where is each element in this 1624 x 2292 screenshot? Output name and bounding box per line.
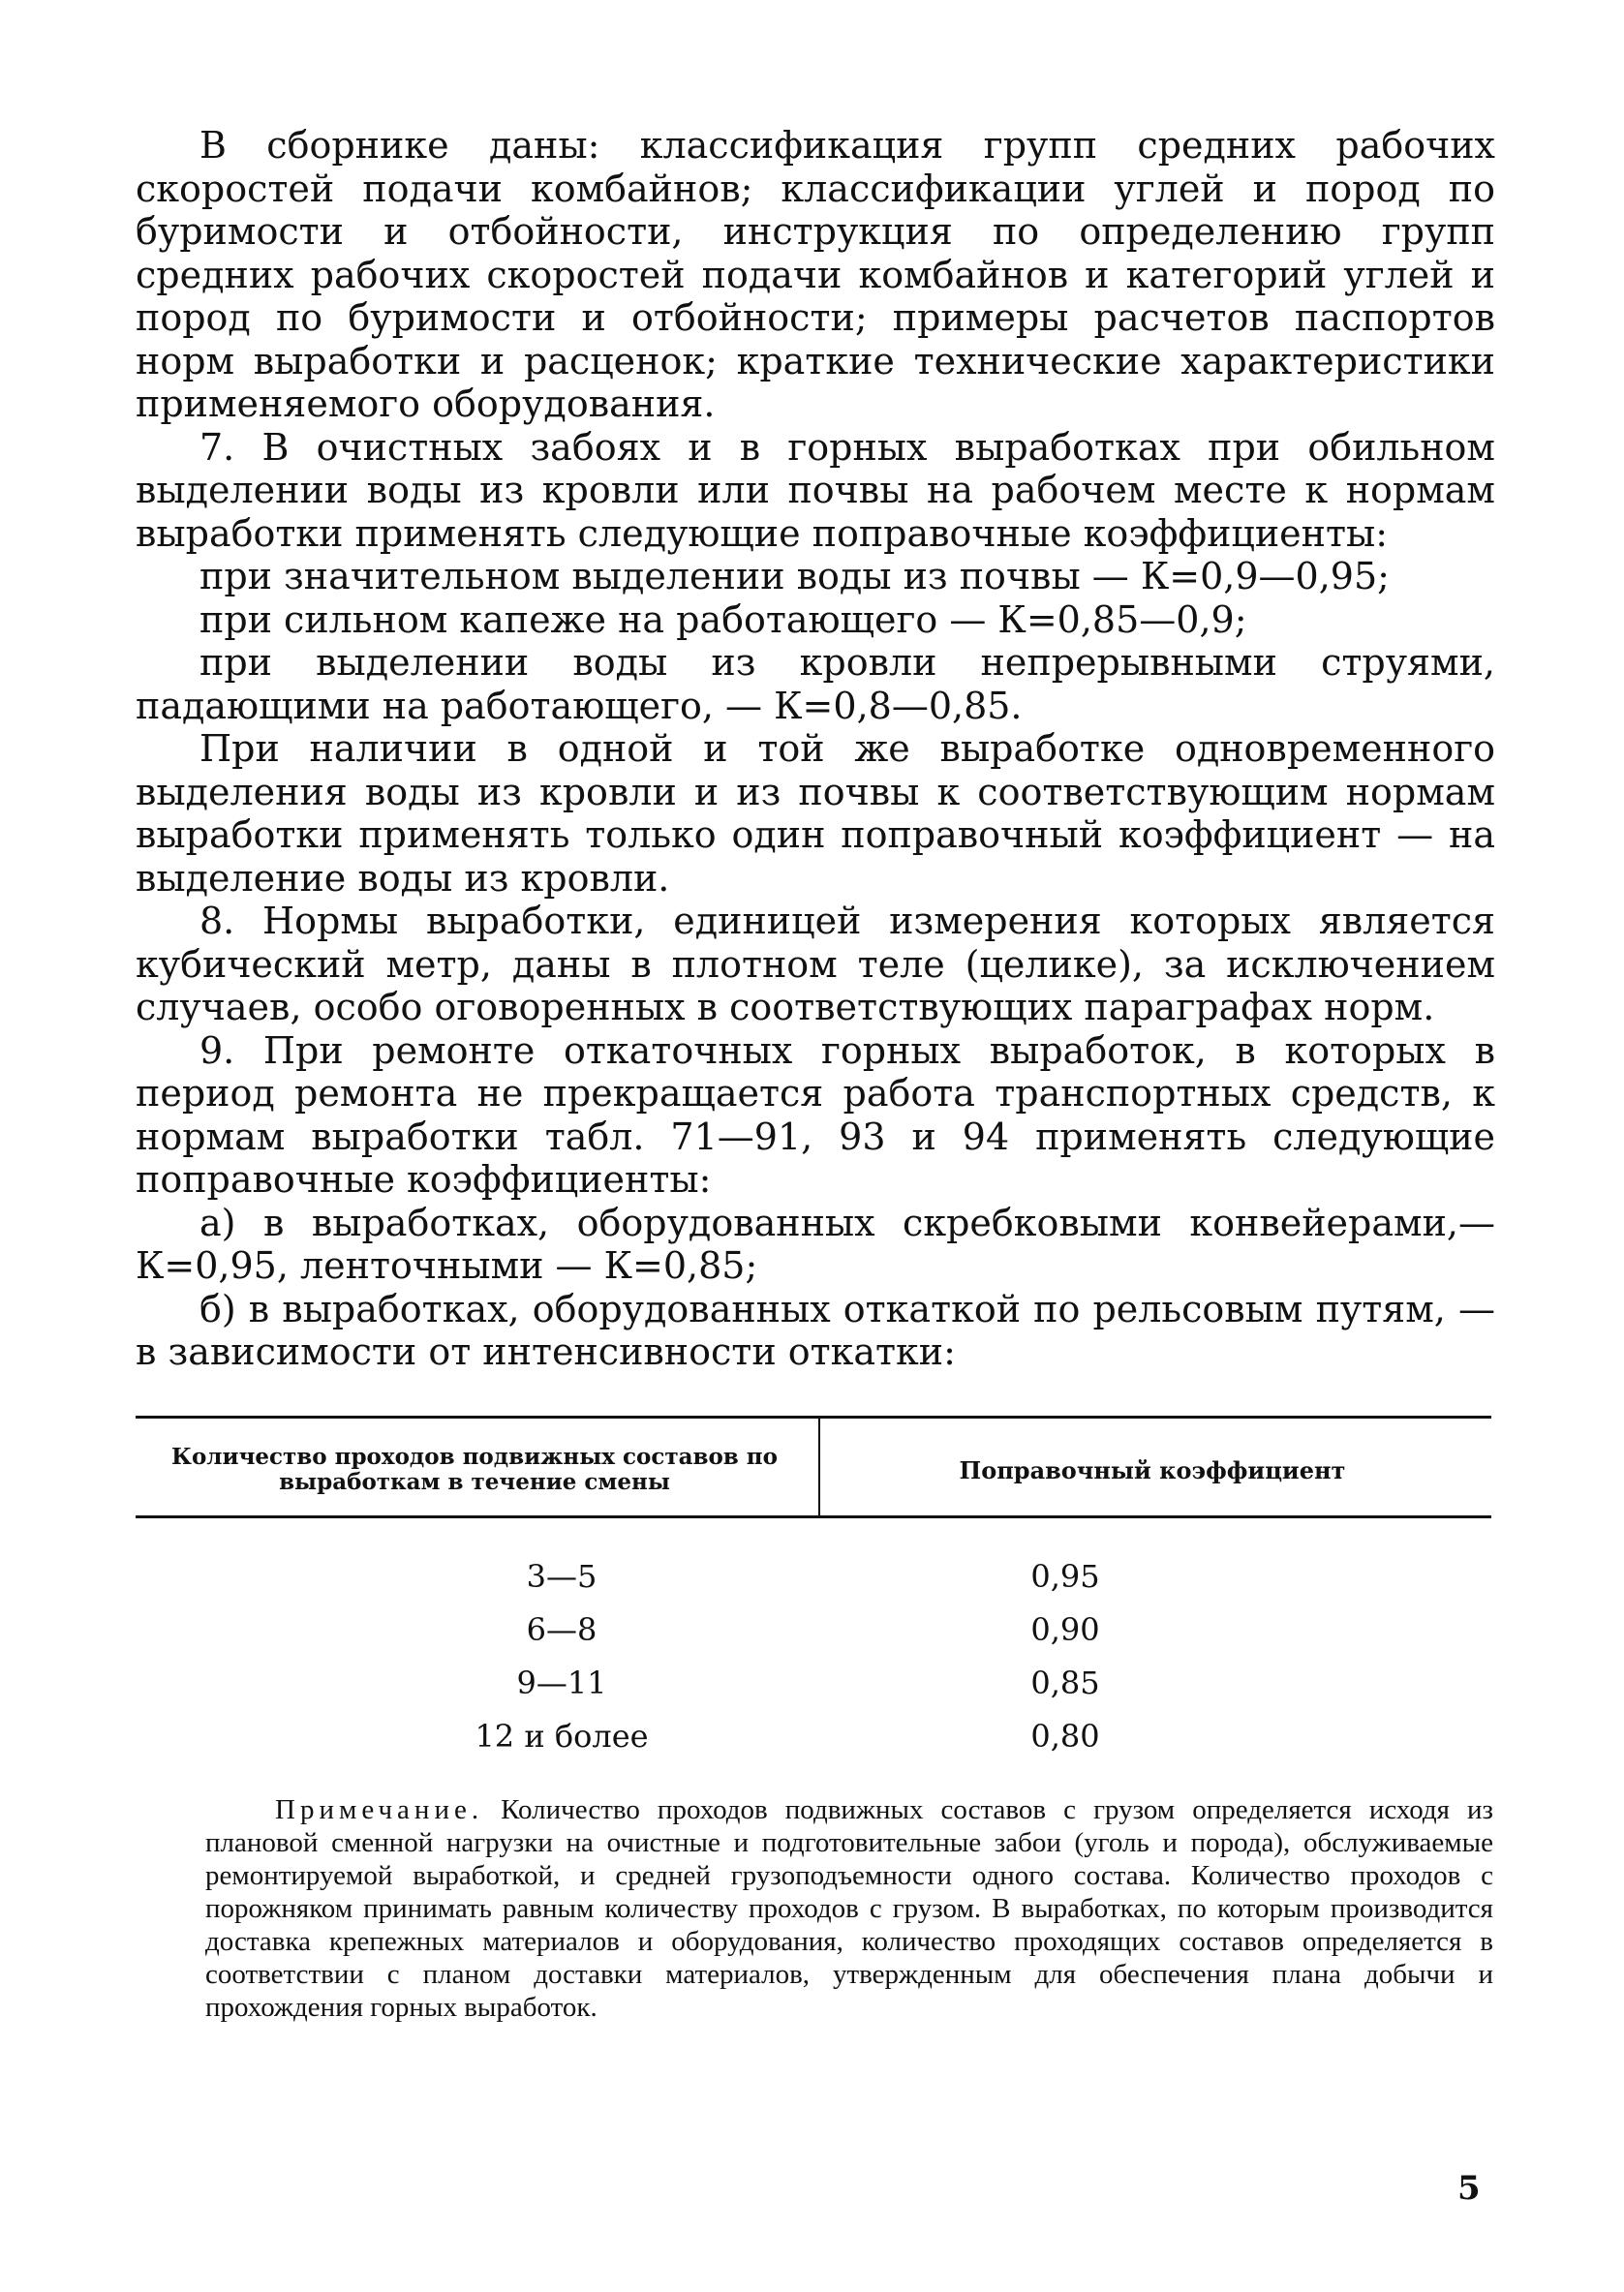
- paragraph-item-7: 7. В очистных забоях и в горных выработках при обильном выделении воды из кровли или почвы на рабочем месте к нормам выработки применять следующие поправочные коэффициенты:: [136, 425, 1495, 555]
- coefficient-soil-water: при значительном выделении воды из почвы — К=0,9—0,95;: [199, 555, 1390, 597]
- main-text: [136, 124, 1495, 1374]
- table-cell-count: 12 и более: [475, 1717, 649, 1755]
- paragraph-collection-contents: В сборнике даны: классификация групп средних рабочих скоростей подачи комбайнов; классификации углей и пород по буримости и отбойности, инструкция по определению групп средних рабочих скоростей подачи комбайнов и категорий углей и пород по буримости и отбойности; примеры расчетов паспортов норм выработки и расценок; краткие технические характеристики применяемого оборудования.: [136, 124, 1495, 425]
- table-row: [136, 1549, 1491, 1603]
- table-body: [136, 1518, 1491, 1762]
- table-cell-count: 6—8: [526, 1610, 598, 1648]
- table-note: [205, 1793, 1493, 2024]
- table-cell-count: 3—5: [526, 1557, 598, 1595]
- table-header-coefficient: Поправочный коэффициент: [959, 1455, 1346, 1484]
- paragraph-item-9a: а) в выработках, оборудованных скребковыми конвейерами,— К=0,95, ленточными — К=0,85;: [136, 1201, 1495, 1287]
- table-header-divider: [818, 1419, 820, 1515]
- note-text: Количество проходов подвижных составов с грузом определяется исходя из плановой сменной нагрузки на очистные и подготовительные забои (уголь и порода), обслуживаемые ремонтируемой выработкой, и средней грузоподъемности одного состава. Количество проходов с порожняком принимать равным количеству проходов с грузом. В выработках, по которым производится доставка крепежных материалов и оборудования, количество проходящих составов определяется в соответствии с планом доставки материалов, утвержденным для обеспечения плана добычи и прохождения горных выработок.: [205, 1794, 1494, 2023]
- table-cell-count: 9—11: [516, 1664, 607, 1701]
- paragraph-item-8: 8. Нормы выработки, единицей измерения которых является кубический метр, даны в плотном теле (целике), за исключением случаев, особо оговоренных в соответствующих параграфах норм.: [136, 900, 1495, 1028]
- coefficient-table: [136, 1416, 1491, 1762]
- table-cell-coef: 0,90: [1030, 1610, 1100, 1648]
- paragraph-simultaneous-water: При наличии в одной и той же выработке одновременного выделения воды из кровли и из почвы к соответствующим нормам выработки применять только один поправочный коэффициент — на выделение воды из кровли.: [136, 727, 1495, 900]
- table-cell-coef: 0,80: [1030, 1717, 1100, 1755]
- table-header-count: Количество проходов подвижных составов по выработкам в течение смены: [171, 1444, 778, 1495]
- table-row: [136, 1603, 1491, 1656]
- table-cell-coef: 0,85: [1030, 1664, 1100, 1701]
- table-header: [136, 1419, 1491, 1518]
- table-row: [136, 1656, 1491, 1709]
- note-label: Примечание.: [275, 1794, 484, 1825]
- table-cell-coef: 0,95: [1030, 1557, 1100, 1595]
- paragraph-item-9: 9. При ремонте откаточных горных выработок, в которых в период ремонта не прекращается работа транспортных средств, к нормам выработки табл. 71—91, 93 и 94 применять следующие поправочные коэффициенты:: [136, 1028, 1495, 1201]
- coefficient-roof-streams: при выделении воды из кровли непрерывными струями, падающими на работающего, — К=0,8—0,85.: [136, 641, 1495, 727]
- coefficient-dripping: при сильном капеже на работающего — К=0,85—0,9;: [199, 597, 1247, 641]
- page-number: 5: [1457, 2169, 1481, 2208]
- paragraph-item-9b: б) в выработках, оборудованных откаткой по рельсовым путям, — в зависимости от интенсивности откатки:: [136, 1287, 1495, 1373]
- table-row: [136, 1709, 1491, 1762]
